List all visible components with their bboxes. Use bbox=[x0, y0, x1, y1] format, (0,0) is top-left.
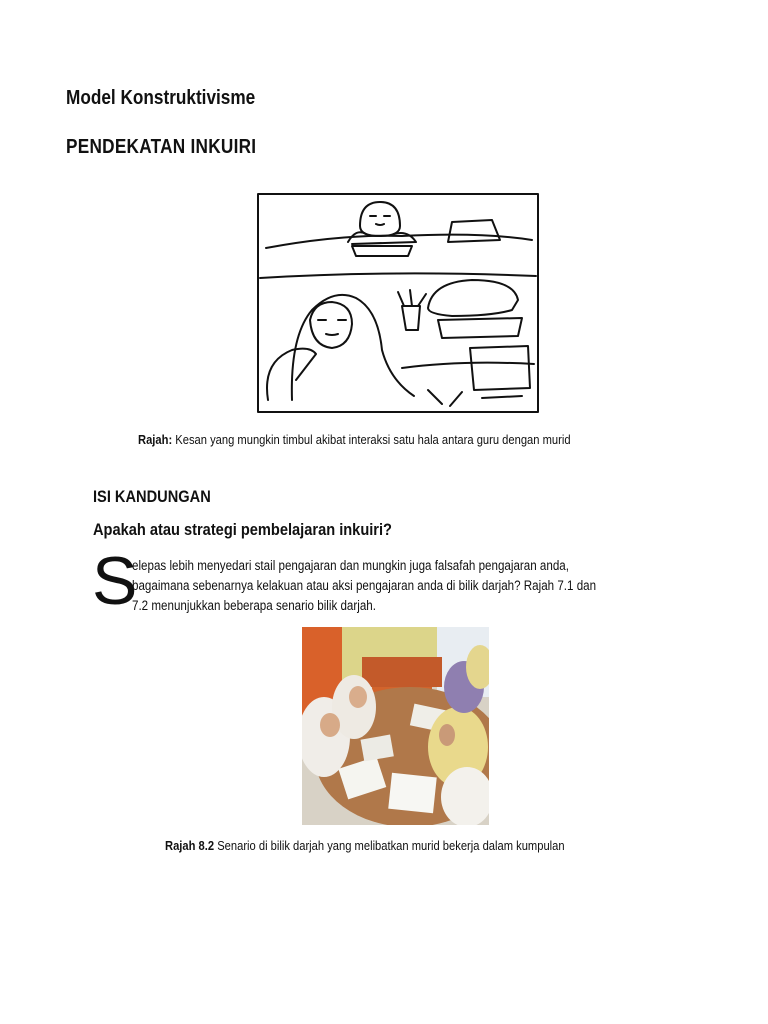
body-line: bagaimana sebenarnya kelakuan atau aksi pengajaran anda di bilik darjah? Rajah 7.1 dan bbox=[132, 578, 597, 593]
sketch-books-pile bbox=[428, 280, 518, 316]
photo-paper bbox=[388, 773, 437, 814]
drop-cap: S bbox=[92, 543, 138, 619]
sketch-student-face bbox=[310, 302, 352, 348]
sketch-teacher-body bbox=[348, 232, 416, 244]
question-heading: Apakah atau strategi pembelajaran inkuiri? bbox=[93, 520, 392, 539]
document-title: Model Konstruktivisme bbox=[66, 87, 256, 109]
sketch-teacher-book bbox=[352, 246, 412, 256]
sketch-teacher-head bbox=[360, 202, 400, 236]
photo-students-group-work bbox=[302, 627, 489, 825]
photo-student-face bbox=[439, 724, 455, 746]
photo-student-face bbox=[349, 686, 367, 708]
sketch-pencils bbox=[428, 390, 522, 406]
sketch-teacher-student-figure bbox=[252, 190, 542, 416]
document-subtitle: PENDEKATAN INKUIRI bbox=[66, 136, 257, 158]
body-paragraph bbox=[132, 556, 665, 616]
figure2-caption bbox=[165, 838, 565, 853]
sketch-books-pile-2 bbox=[438, 318, 522, 338]
sketch-teacher-face bbox=[370, 216, 390, 225]
sketch-chair-right bbox=[448, 220, 500, 242]
sketch-chair-bottom bbox=[470, 346, 530, 390]
sketch-panel-divider bbox=[260, 273, 536, 278]
sketch-student-desk bbox=[402, 363, 534, 368]
figure1-caption-label: Rajah: bbox=[138, 432, 173, 447]
sketch-pencil-cup bbox=[398, 290, 426, 330]
photo-student-face bbox=[320, 713, 340, 737]
photo-shelf bbox=[362, 657, 442, 687]
figure2-caption-text: Senario di bilik darjah yang melibatkan murid bekerja dalam kumpulan bbox=[214, 838, 565, 853]
sketch-frame bbox=[258, 194, 538, 412]
section-heading: ISI KANDUNGAN bbox=[93, 487, 211, 506]
body-line: elepas lebih menyedari stail pengajaran dan mungkin juga falsafah pengajaran anda, bbox=[132, 558, 569, 573]
figure1-caption bbox=[138, 432, 571, 447]
sketch-student-eyes bbox=[318, 320, 346, 335]
body-line: 7.2 menunjukkan beberapa senario bilik darjah. bbox=[132, 598, 376, 613]
sketch-student-hijab bbox=[292, 295, 414, 400]
figure2-caption-label: Rajah 8.2 bbox=[165, 838, 215, 853]
figure1-caption-text: Kesan yang mungkin timbul akibat interaksi satu hala antara guru dengan murid bbox=[172, 432, 571, 447]
